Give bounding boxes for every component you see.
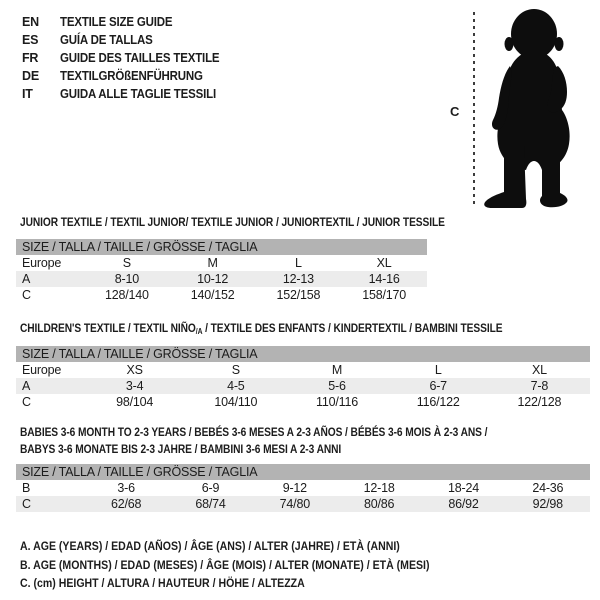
- babies-title-line1: BABIES 3-6 MONTH TO 2-3 YEARS / BEBÉS 3-6 MESES A 2-3 AÑOS / BÉBÉS 3-6 MOIS À 2-3 ANS /: [20, 425, 488, 439]
- language-row-de: [22, 67, 233, 85]
- height-cell: 152/158: [276, 288, 321, 302]
- legend: [20, 537, 485, 593]
- age-cell: 8-10: [114, 272, 139, 286]
- babies-section-title: [20, 424, 570, 458]
- junior-section-title: JUNIOR TEXTILE / TEXTIL JUNIOR/ TEXTILE JUNIOR / JUNIORTEXTIL / JUNIOR TESSILE: [20, 215, 445, 229]
- row-label: Europe: [22, 363, 62, 377]
- size-header-bar: SIZE / TALLA / TAILLE / GRÖSSE / TAGLIA: [16, 346, 590, 362]
- height-cell: 92/98: [532, 497, 563, 511]
- row-label: A: [22, 379, 31, 393]
- language-code: FR: [22, 51, 39, 65]
- height-marker-label: C: [450, 104, 460, 119]
- children-title-pre: CHILDREN'S TEXTILE / TEXTIL NIÑO: [20, 321, 196, 335]
- height-cell: 62/68: [111, 497, 142, 511]
- children-title-post: / TEXTILE DES ENFANTS / KINDERTEXTIL / BAMBINI TESSILE: [202, 321, 503, 335]
- language-code: EN: [22, 15, 39, 29]
- age-cell: 6-9: [201, 481, 220, 495]
- height-cell: 158/170: [362, 288, 407, 302]
- height-cell: 98/104: [116, 395, 154, 409]
- height-cell: 140/152: [190, 288, 235, 302]
- language-row-es: [22, 31, 233, 49]
- size-cell: XL: [376, 256, 392, 270]
- height-cell: 110/116: [316, 395, 358, 409]
- table-row-age-months: [16, 480, 590, 496]
- height-cell: 74/80: [279, 497, 310, 511]
- language-code: IT: [22, 87, 33, 101]
- size-cell: XL: [531, 363, 547, 377]
- row-label: C: [22, 497, 31, 511]
- size-cell: S: [122, 256, 131, 270]
- legend-line-b: B. AGE (MONTHS) / EDAD (MESES) / ÂGE (MOIS) / ALTER (MONATE) / ETÀ (MESI): [20, 557, 430, 572]
- row-label: B: [22, 481, 31, 495]
- language-code: DE: [22, 69, 39, 83]
- height-cell: 86/92: [448, 497, 479, 511]
- age-cell: 24-36: [532, 481, 564, 495]
- table-row-europe: [16, 255, 427, 271]
- height-cell: 116/122: [416, 395, 460, 409]
- size-cell: M: [207, 256, 218, 270]
- language-label: TEXTILE SIZE GUIDE: [60, 15, 173, 29]
- height-cell: 104/110: [214, 395, 258, 409]
- table-row-height: [16, 496, 590, 512]
- row-label: C: [22, 288, 31, 302]
- size-header-bar: SIZE / TALLA / TAILLE / GRÖSSE / TAGLIA: [16, 239, 427, 255]
- language-list: [22, 13, 233, 103]
- language-label: GUIDA ALLE TAGLIE TESSILI: [60, 87, 216, 101]
- baby-silhouette-icon: [480, 6, 586, 208]
- children-title-sub: /A: [195, 327, 203, 336]
- height-measure-line: [473, 12, 475, 206]
- language-label: TEXTILGRÖßENFÜHRUNG: [60, 69, 203, 83]
- age-cell: 5-6: [328, 379, 346, 393]
- size-cell: L: [294, 256, 302, 270]
- language-row-en: [22, 13, 233, 31]
- table-row-age: [16, 378, 590, 394]
- legend-line-a: A. AGE (YEARS) / EDAD (AÑOS) / ÂGE (ANS) / ALTER (JAHRE) / ETÀ (ANNI): [20, 539, 400, 553]
- height-cell: 128/140: [104, 288, 149, 302]
- row-label: A: [22, 272, 31, 286]
- age-cell: 18-24: [447, 481, 479, 495]
- size-cell: S: [231, 363, 240, 377]
- babies-title-line2: BABYS 3-6 MONATE BIS 2-3 JAHRE / BAMBINI 3-6 MESI A 2-3 ANNI: [20, 442, 342, 456]
- children-size-table: [16, 346, 590, 410]
- language-row-fr: [22, 49, 233, 67]
- language-label: GUIDE DES TAILLES TEXTILE: [60, 51, 220, 65]
- table-row-height: [16, 287, 427, 303]
- age-cell: 14-16: [368, 272, 400, 286]
- age-cell: 3-6: [117, 481, 135, 495]
- language-label: GUÍA DE TALLAS: [60, 33, 153, 47]
- age-cell: 12-13: [282, 272, 314, 286]
- size-cell: L: [434, 363, 442, 377]
- junior-size-table: [16, 239, 427, 303]
- legend-line-c: C. (cm) HEIGHT / ALTURA / HAUTEUR / HÖHE / ALTEZZA: [20, 576, 305, 590]
- height-cell: 122/128: [517, 395, 562, 409]
- age-cell: 12-18: [363, 481, 395, 495]
- size-cell: M: [331, 363, 343, 377]
- height-cell: 80/86: [364, 497, 395, 511]
- age-cell: 4-5: [227, 379, 245, 393]
- language-code: ES: [22, 33, 39, 47]
- age-cell: 7-8: [530, 379, 549, 393]
- language-row-it: [22, 85, 233, 103]
- table-row-europe: [16, 362, 590, 378]
- table-row-height: [16, 394, 590, 410]
- row-label: Europe: [22, 256, 62, 270]
- age-cell: 10-12: [197, 272, 229, 286]
- age-cell: 3-4: [125, 379, 144, 393]
- age-cell: 6-7: [429, 379, 447, 393]
- size-header-bar: SIZE / TALLA / TAILLE / GRÖSSE / TAGLIA: [16, 464, 590, 480]
- row-label: C: [22, 395, 31, 409]
- table-row-age: [16, 271, 427, 287]
- height-cell: 68/74: [195, 497, 226, 511]
- size-cell: XS: [126, 363, 143, 377]
- age-cell: 9-12: [282, 481, 307, 495]
- children-section-title: [20, 320, 502, 340]
- babies-size-table: [16, 464, 590, 512]
